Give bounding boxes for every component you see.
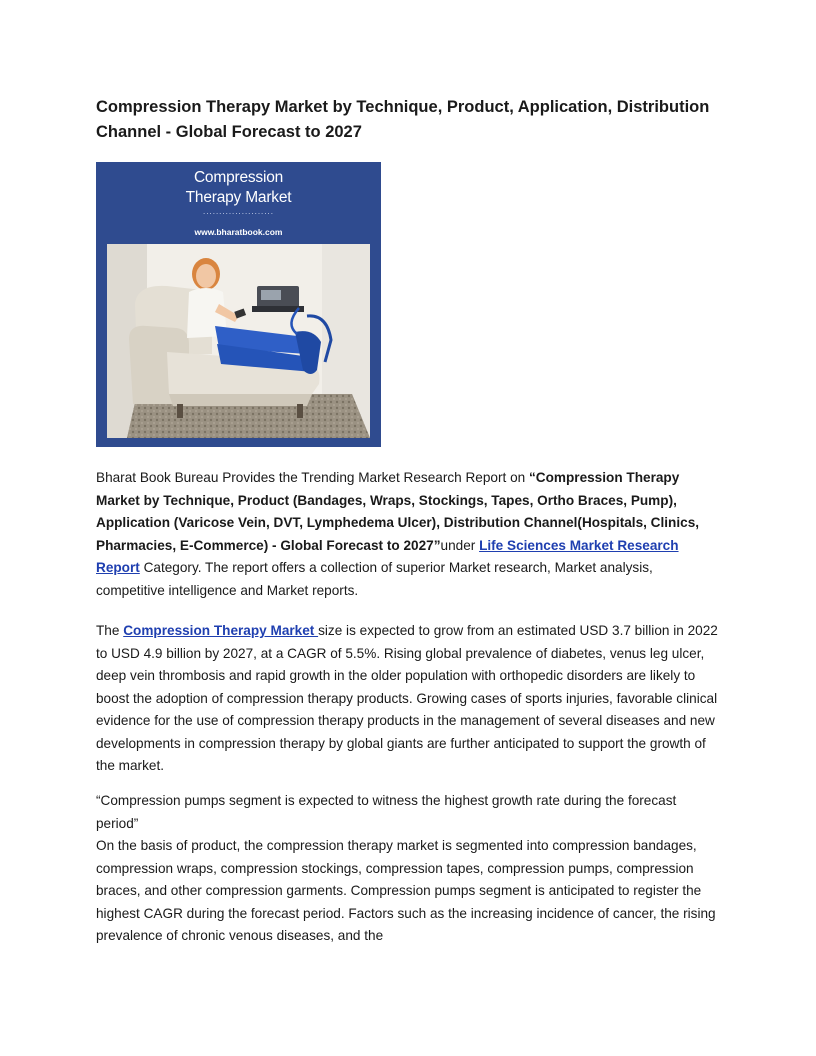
report-name: “Compression Therapy Market by Technique, Product (Bandages, Wraps, Stockings, Tapes, Ortho Braces, Pump), Application (Varicose Vein, DVT, Lymphedema Ulcer), Distribution Channel(Hospitals, Clinics, Pharmacies, E-Commerce) - Global Forecast to 2027” <box>96 470 700 553</box>
page-title: Compression Therapy Market by Technique, Product, Application, Distribution Channel - Global Forecast to 2027 <box>96 98 710 141</box>
pumps-section <box>96 790 722 948</box>
cover-title-line1: Compression <box>193 169 284 186</box>
compression-therapy-market-link[interactable]: Compression Therapy Market <box>123 623 319 638</box>
intro-rest: Category. The report offers a collection of superior Market research, Market analysis, competitive intelligence and Market reports. <box>96 560 653 598</box>
market-lead: The <box>96 623 124 638</box>
cover-dots: ...................... <box>203 207 274 216</box>
cover-photo <box>107 244 370 438</box>
cover-title-line2: Therapy Market <box>185 189 292 206</box>
life-sciences-report-link[interactable]: Life Sciences Market Research Report <box>96 537 679 575</box>
intro-paragraph <box>96 467 722 602</box>
market-rest: size is expected to grow from an estimated USD 3.7 billion in 2022 to USD 4.9 billion by 2027, at a CAGR of 5.5%. Rising global prevalence of diabetes, venus leg ulcer, deep vein thrombosis and rapid growth in the older population with orthopedic disorders are likely to boost the adoption of compression therapy products. Growing cases of sports injuries, favorable clinical evidence for the use of compression therapy products in the management of several diseases and new developments in compression therapy by global giants are further anticipated to support the growth of the market. <box>96 623 718 773</box>
intro-under: under <box>440 537 480 553</box>
pumps-body: On the basis of product, the compression therapy market is segmented into compression bandages, compression wraps, compression stockings, compression tapes, compression pumps, compression braces, and other compression garments. Compression pumps segment is anticipated to register the highest CAGR during the forecast period. Factors such as the increasing incidence of cancer, the rising prevalence of chronic venous diseases, and the <box>96 838 716 943</box>
market-paragraph <box>96 620 722 778</box>
pumps-quote: “Compression pumps segment is expected to witness the highest growth rate during the forecast period” <box>96 793 677 831</box>
cover-title <box>96 168 381 208</box>
cover-image <box>96 162 381 447</box>
cover-url: www.bharatbook.com <box>194 227 283 237</box>
intro-lead: Bharat Book Bureau Provides the Trending Market Research Report on <box>96 470 529 485</box>
